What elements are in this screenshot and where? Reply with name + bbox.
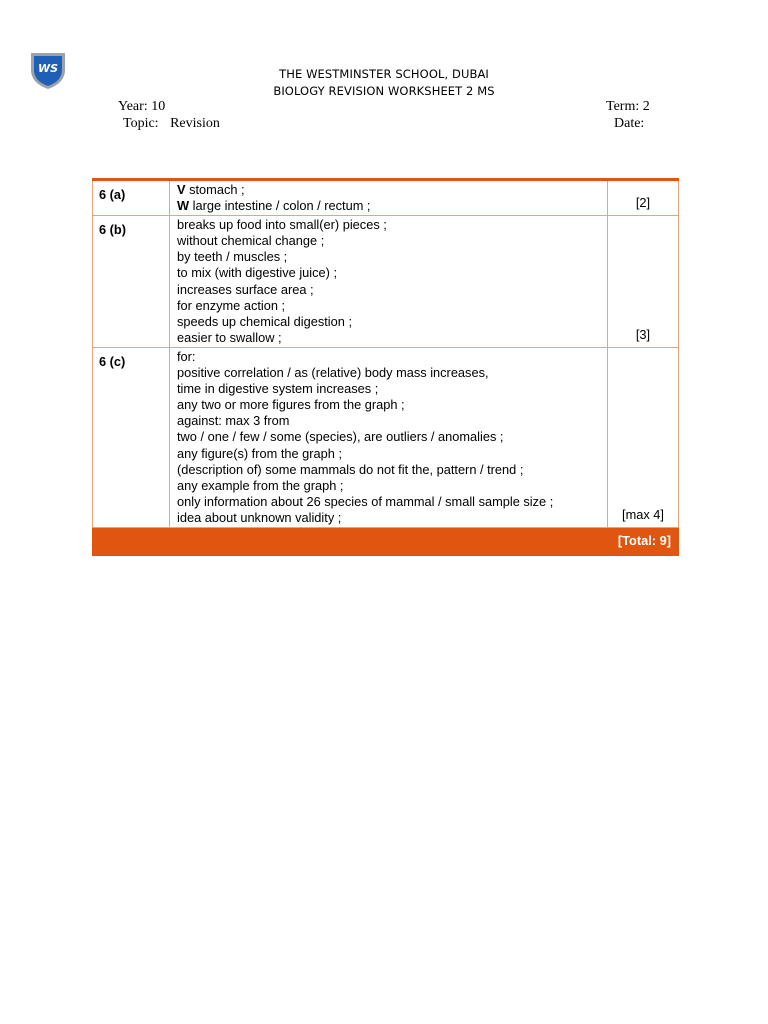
answer-line xyxy=(177,478,607,494)
answer-line xyxy=(177,217,607,233)
topic-label: Topic: xyxy=(123,116,159,131)
mark-scheme-table xyxy=(92,178,679,556)
school-name: THE WESTMINSTER SCHOOL, DUBAI xyxy=(279,67,489,81)
marks-cell: [3] xyxy=(608,216,679,348)
year-field xyxy=(118,99,165,115)
answer-line xyxy=(177,249,607,265)
question-number: 6 (c) xyxy=(93,347,170,527)
answer-line xyxy=(177,381,607,397)
topic-value: Revision xyxy=(170,116,220,131)
worksheet-title: BIOLOGY REVISION WORKSHEET 2 MS xyxy=(273,84,495,98)
answer-text: by teeth / muscles ; xyxy=(177,249,288,265)
total-marks: [Total: 9] xyxy=(93,527,679,555)
answer-text: (description of) some mammals do not fit the, pattern / trend ; xyxy=(177,461,524,477)
year-label: Year: xyxy=(118,99,148,114)
answer-line xyxy=(177,233,607,249)
term-label: Term: xyxy=(606,99,640,114)
question-number: 6 (a) xyxy=(93,180,170,216)
answer-text: idea about unknown validity ; xyxy=(177,509,342,525)
answer-line xyxy=(177,349,607,365)
answer-text: breaks up food into small(er) pieces ; xyxy=(177,217,387,233)
answer-text: two / one / few / some (species), are outliers / anomalies ; xyxy=(177,429,504,445)
term-field xyxy=(606,99,650,115)
answer-cell xyxy=(170,216,608,348)
term-value: 2 xyxy=(642,99,650,114)
answer-line xyxy=(177,265,607,281)
date-label: Date: xyxy=(614,116,645,131)
answer-text: only information about 26 species of mammal / small sample size ; xyxy=(177,493,554,509)
answer-text: stomach ; xyxy=(185,182,245,197)
topic-field xyxy=(123,116,220,132)
answer-text: any figure(s) from the graph ; xyxy=(177,445,343,461)
answer-line xyxy=(177,446,607,462)
answer-text: increases surface area ; xyxy=(177,281,314,297)
marks-cell: [max 4] xyxy=(608,347,679,527)
answer-line xyxy=(177,462,607,478)
date-field xyxy=(614,116,644,132)
answer-line xyxy=(177,397,607,413)
answer-text: large intestine / colon / rectum ; xyxy=(189,198,371,214)
mark-scheme-row xyxy=(93,347,679,527)
answer-label: W xyxy=(177,198,190,214)
mark-scheme-row xyxy=(93,180,679,216)
answer-line xyxy=(177,198,607,214)
answer-text: time in digestive system increases ; xyxy=(177,381,379,397)
answer-text: positive correlation / as (relative) body mass increases, xyxy=(177,365,489,381)
answer-line xyxy=(177,314,607,330)
answer-line xyxy=(177,413,607,429)
answer-label: V xyxy=(177,182,186,197)
marks-cell: [2] xyxy=(608,180,679,216)
answer-line xyxy=(177,182,607,198)
answer-line xyxy=(177,282,607,298)
answer-text: speeds up chemical digestion ; xyxy=(177,313,352,329)
answer-text: without chemical change ; xyxy=(177,233,325,249)
answer-line xyxy=(177,494,607,510)
total-row xyxy=(93,527,679,555)
answer-line xyxy=(177,429,607,445)
answer-line xyxy=(177,330,607,346)
mark-scheme-row xyxy=(93,216,679,348)
answer-cell xyxy=(170,347,608,527)
year-value: 10 xyxy=(151,99,166,114)
answer-line xyxy=(177,298,607,314)
answer-text: for: xyxy=(177,348,196,364)
question-number: 6 (b) xyxy=(93,216,170,348)
answer-text: against: max 3 from xyxy=(177,413,290,429)
answer-text: any two or more figures from the graph ; xyxy=(177,397,405,413)
logo-text: WS xyxy=(37,62,59,75)
answer-line xyxy=(177,365,607,381)
answer-text: to mix (with digestive juice) ; xyxy=(177,265,338,281)
answer-text: easier to swallow ; xyxy=(177,329,282,345)
answer-cell xyxy=(170,180,608,216)
answer-text: any example from the graph ; xyxy=(177,477,344,493)
answer-line xyxy=(177,510,607,526)
answer-text: for enzyme action ; xyxy=(177,297,286,313)
